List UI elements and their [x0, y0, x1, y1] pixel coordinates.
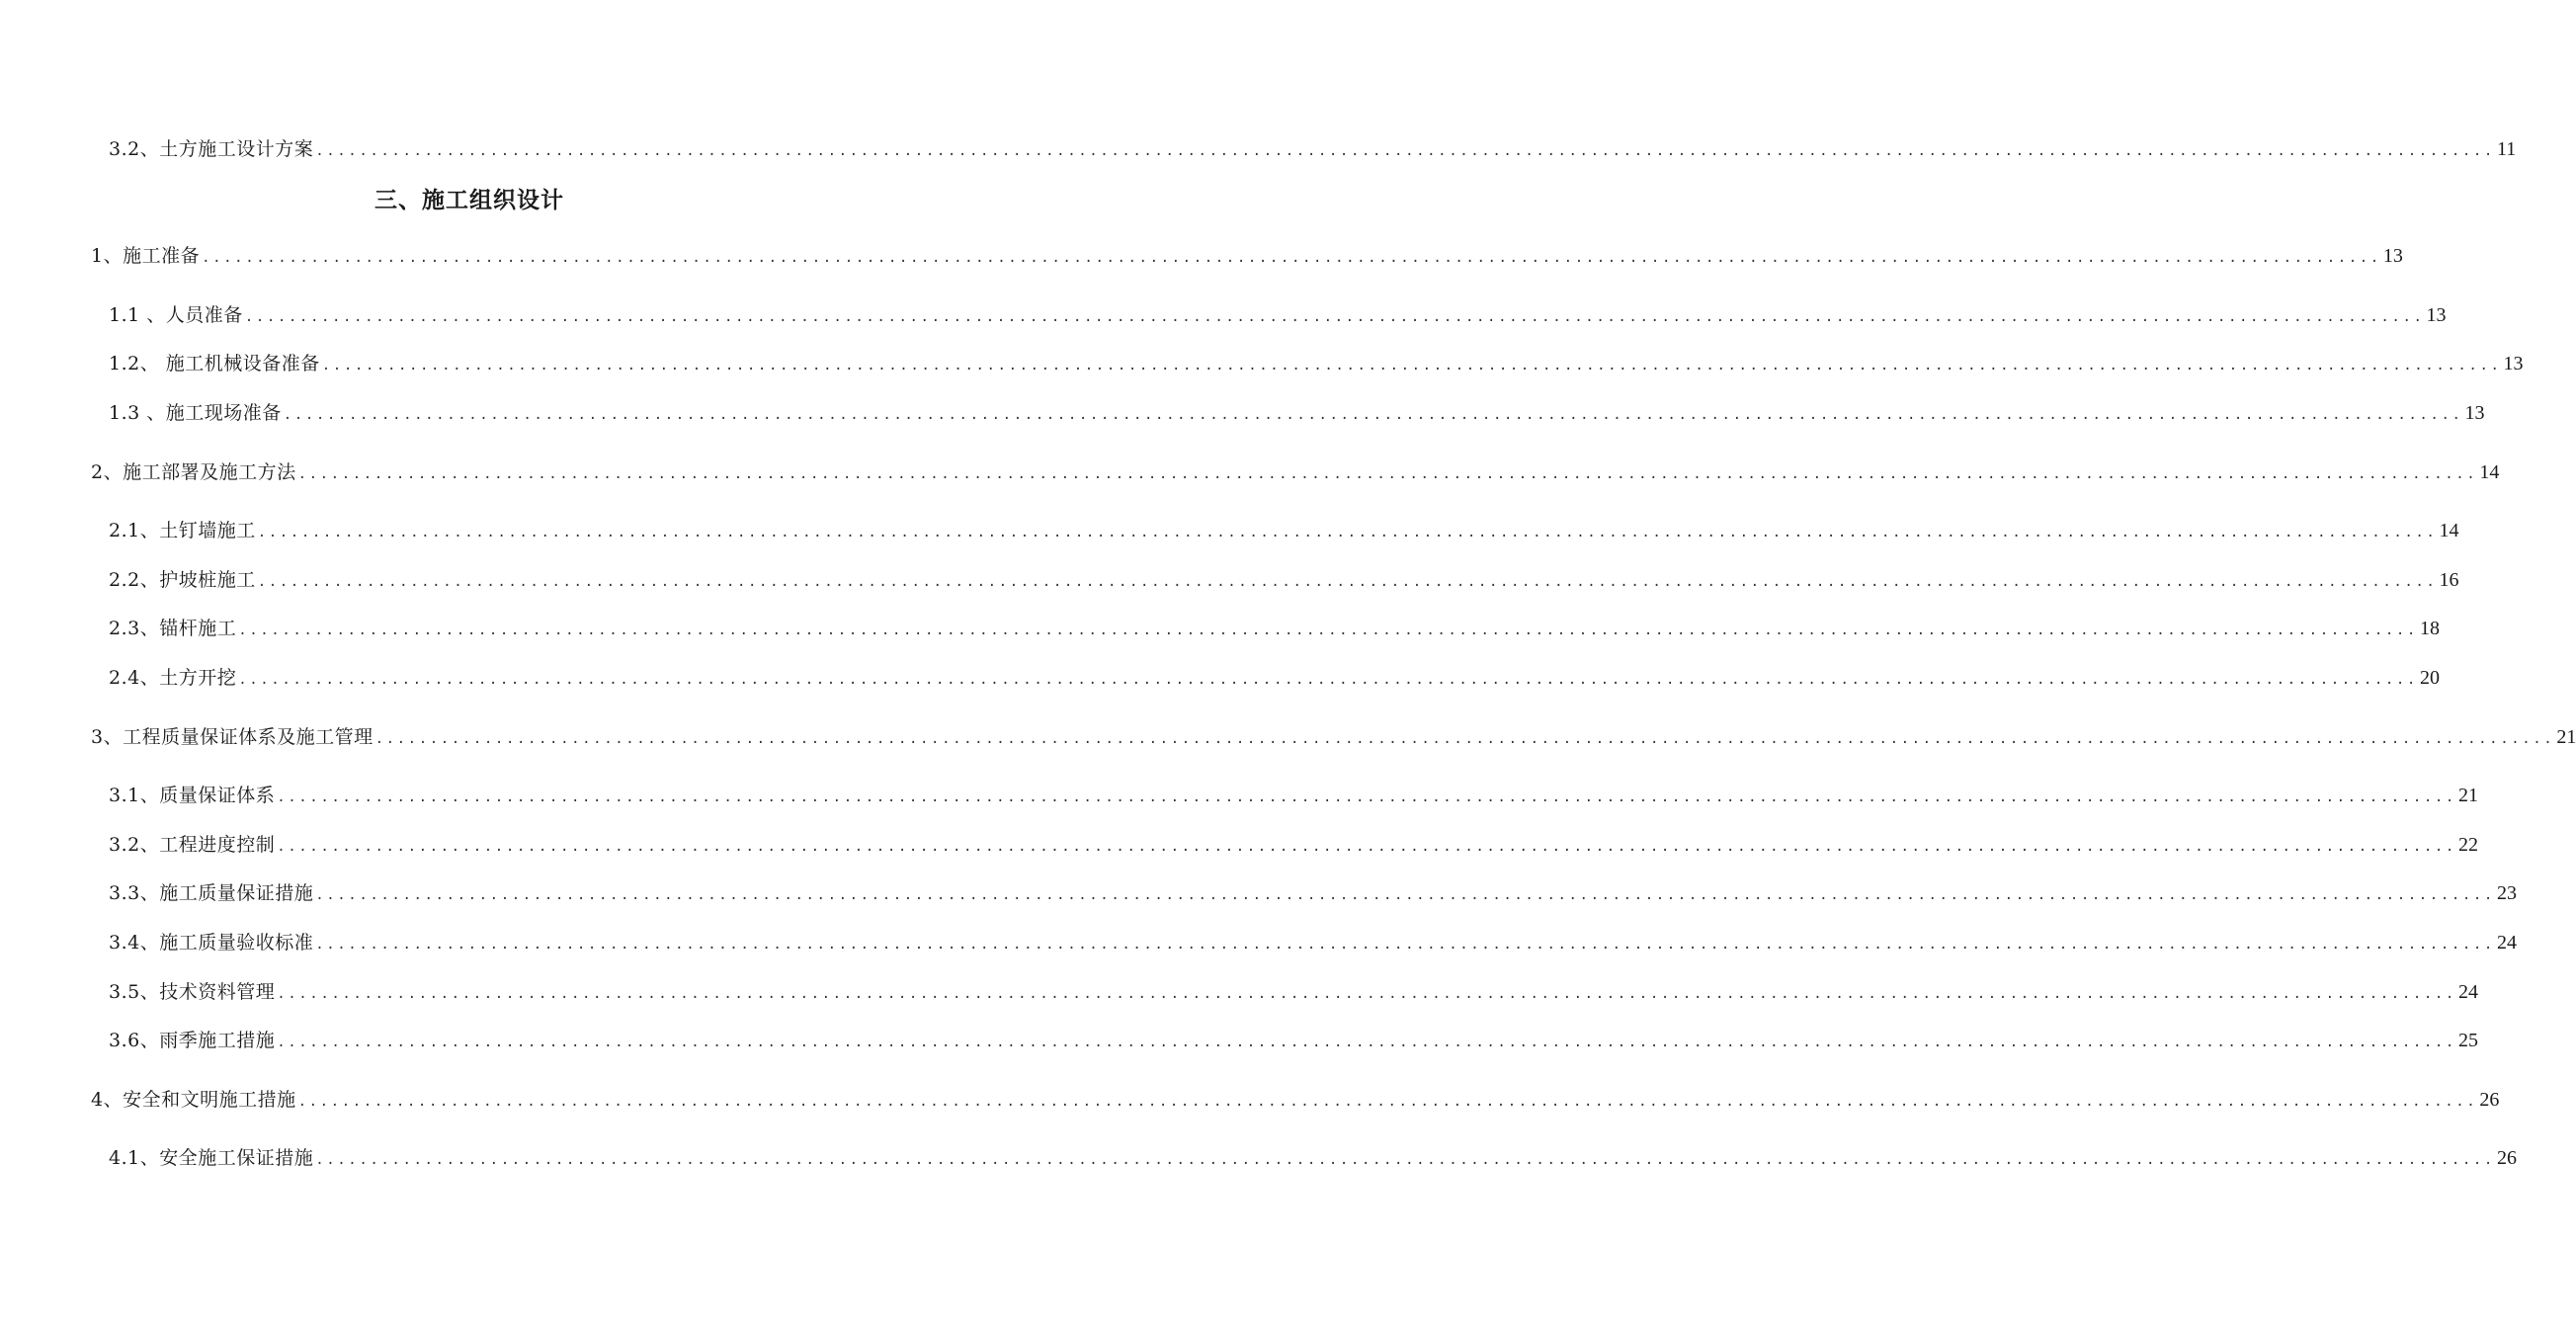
toc-entry-label: 2.2、护坡桩施工: [109, 569, 256, 591]
toc-dot-leader: ........................................................................................................................................................................................................: [257, 574, 2438, 590]
toc-entry-label: 4.1、安全施工保证措施: [109, 1147, 314, 1169]
toc-entry[interactable]: [91, 242, 2403, 270]
toc-entry-label: 2、施工部署及施工方法: [91, 461, 296, 483]
toc-entry-label: 1.1 、人员准备: [109, 304, 243, 326]
toc-entry-label: 1.2、 施工机械设备准备: [109, 353, 320, 374]
toc-entry-page: 18: [2419, 618, 2440, 639]
toc-entry-page: 24: [2457, 981, 2478, 1003]
toc-entry-label: 4、安全和文明施工措施: [91, 1089, 296, 1111]
toc-dot-leader: ........................................................................................................................................................................................................: [374, 731, 2555, 747]
toc-entry[interactable]: [109, 831, 2478, 859]
toc-entry[interactable]: [109, 615, 2440, 642]
toc-entry-page: 20: [2419, 667, 2440, 689]
toc-entry[interactable]: [109, 879, 2517, 907]
toc-entry-page: 14: [2479, 461, 2500, 483]
toc-entry[interactable]: [109, 664, 2440, 692]
toc-entry[interactable]: [91, 1086, 2500, 1114]
toc-dot-leader: ........................................................................................................................................................................................................: [283, 407, 2463, 423]
toc-entry-label: 2.4、土方开挖: [109, 667, 237, 689]
toc-entry-label: 3.5、技术资料管理: [109, 981, 276, 1003]
toc-entry-page: 13: [2426, 304, 2447, 326]
toc-entry-label: 3.4、施工质量验收标准: [109, 932, 314, 954]
toc-dot-leader: ........................................................................................................................................................................................................: [321, 358, 2502, 374]
toc-dot-leader: ........................................................................................................................................................................................................: [297, 1094, 2478, 1110]
toc-entry-label: 3.1、质量保证体系: [109, 785, 276, 806]
toc-entry[interactable]: [109, 1027, 2478, 1054]
toc-entry-page: 26: [2479, 1089, 2500, 1111]
toc-dot-leader: ........................................................................................................................................................................................................: [238, 672, 2418, 688]
toc-dot-leader: ........................................................................................................................................................................................................: [277, 839, 2456, 855]
toc-entry[interactable]: [109, 135, 2517, 163]
toc-entry-page: 16: [2439, 569, 2459, 591]
toc-entry-page: 24: [2496, 932, 2517, 954]
toc-entry-label: 3.3、施工质量保证措施: [109, 882, 314, 904]
toc-entry-label: 3.2、工程进度控制: [109, 834, 276, 856]
toc-dot-leader: ........................................................................................................................................................................................................: [277, 1035, 2456, 1050]
toc-dot-leader: ........................................................................................................................................................................................................: [277, 986, 2456, 1002]
toc-entry-page: 13: [2503, 353, 2524, 374]
toc-entry[interactable]: [109, 566, 2459, 594]
toc-entry-page: 13: [2382, 245, 2403, 267]
toc-entry-page: 26: [2496, 1147, 2517, 1169]
section-title: 三、施工组织设计: [374, 188, 564, 213]
toc-dot-leader: ........................................................................................................................................................................................................: [238, 622, 2418, 638]
toc-entry[interactable]: [109, 929, 2517, 956]
toc-entry[interactable]: [109, 350, 2524, 377]
toc-entry[interactable]: [109, 782, 2478, 809]
toc-entry-label: 3.6、雨季施工措施: [109, 1030, 276, 1051]
toc-entry-page: 23: [2496, 882, 2517, 904]
toc-entry[interactable]: [109, 517, 2459, 544]
toc-entry-page: 22: [2457, 834, 2478, 856]
toc-entry[interactable]: [109, 301, 2447, 329]
toc-dot-leader: ........................................................................................................................................................................................................: [257, 525, 2438, 540]
toc-entry-label: 2.3、锚杆施工: [109, 618, 237, 639]
toc-entry-label: 1、施工准备: [91, 245, 201, 267]
toc-entry[interactable]: [109, 978, 2478, 1006]
toc-entry[interactable]: [109, 399, 2485, 427]
toc-entry-label: 3.2、土方施工设计方案: [109, 138, 314, 160]
toc-entry[interactable]: [91, 458, 2500, 486]
toc-dot-leader: ........................................................................................................................................................................................................: [244, 309, 2425, 325]
toc-entry-label: 3、工程质量保证体系及施工管理: [91, 726, 374, 748]
toc-entry-page: 25: [2457, 1030, 2478, 1051]
toc-dot-leader: ........................................................................................................................................................................................................: [315, 143, 2495, 159]
toc-dot-leader: ........................................................................................................................................................................................................: [315, 1152, 2495, 1168]
toc-entry-page: 21: [2556, 726, 2576, 748]
toc-dot-leader: ........................................................................................................................................................................................................: [277, 789, 2456, 805]
toc-entry-page: 11: [2496, 138, 2517, 160]
toc-entry[interactable]: [109, 1144, 2517, 1172]
toc-dot-leader: ........................................................................................................................................................................................................: [297, 466, 2478, 482]
toc-dot-leader: ........................................................................................................................................................................................................: [315, 887, 2495, 903]
toc-entry-label: 2.1、土钉墙施工: [109, 520, 256, 541]
toc-dot-leader: ........................................................................................................................................................................................................: [315, 937, 2495, 953]
toc-dot-leader: ........................................................................................................................................................................................................: [202, 250, 2381, 266]
toc-entry-page: 21: [2457, 785, 2478, 806]
toc-entry[interactable]: [91, 723, 2576, 751]
toc-entry-page: 14: [2439, 520, 2459, 541]
toc-entry-label: 1.3 、施工现场准备: [109, 402, 282, 424]
toc-entry-page: 13: [2464, 402, 2485, 424]
